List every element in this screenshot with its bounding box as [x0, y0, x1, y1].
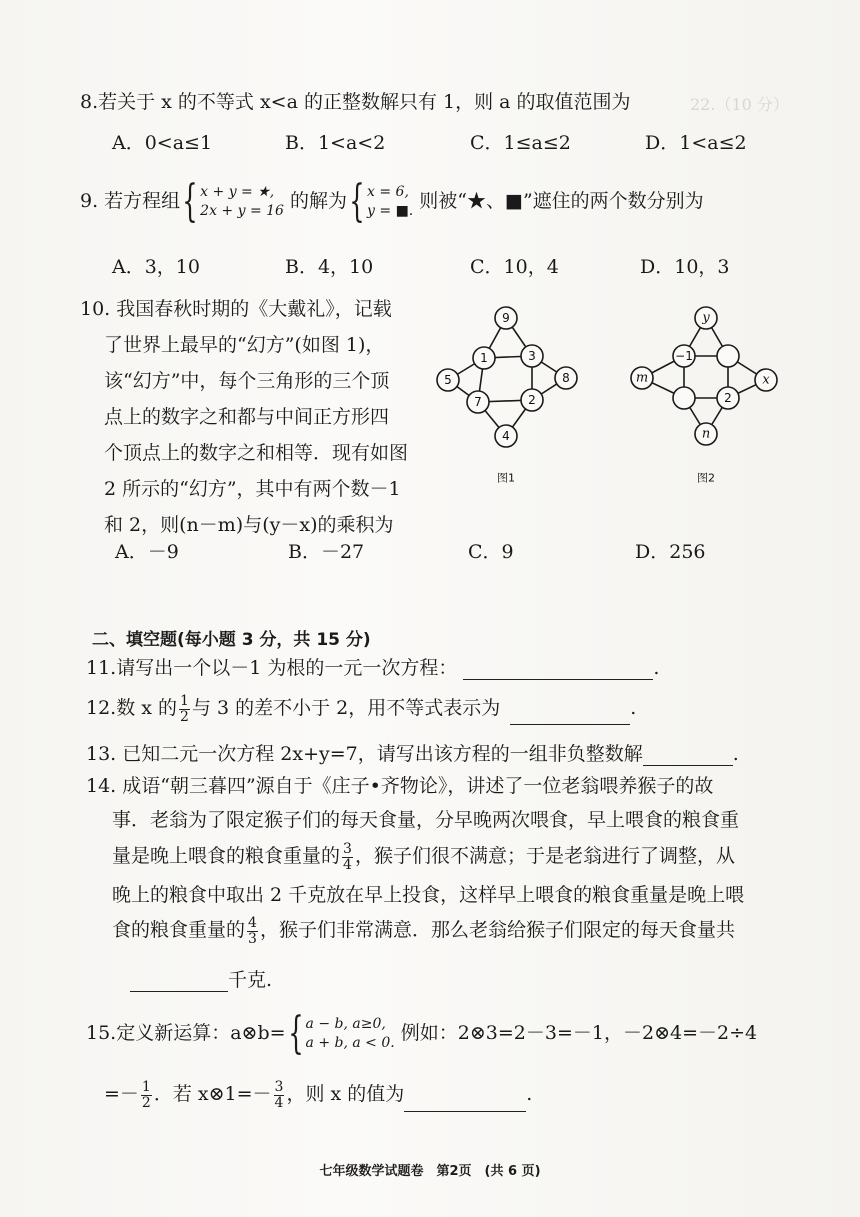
fig2-label-bottom: n [701, 426, 711, 442]
q15-l2c: ，则 x 的值为 [286, 1083, 405, 1105]
q14-line-6 [130, 968, 272, 992]
q9-option-b: B．4，10 [285, 256, 374, 278]
q12-fraction: $\frac{1}{2}$ [180, 692, 189, 725]
section-title: 二、填空题(每小题 3 分，共 15 分) [92, 630, 371, 650]
page-footer: 七年级数学试题卷 第2页 (共 6 页) [319, 1164, 541, 1179]
q14-fraction-3-4: $\frac{3}{4}$ [343, 840, 352, 873]
q15-line-2 [104, 1076, 532, 1112]
q11-text: 11.请写出一个以－1 为根的一元一次方程： [86, 657, 458, 679]
q8-option-c: C．1≤a≤2 [470, 132, 571, 154]
q14-line-3a: 量是晚上喂食的粮食重量的 [112, 845, 341, 867]
q9-option-c: C．10，4 [470, 256, 559, 278]
q14-line-3 [112, 838, 735, 874]
q14-fraction-4-3: $\frac{4}{3}$ [248, 914, 257, 947]
q12-end: . [630, 697, 637, 719]
q10-line-3: 该“幻方”中，每个三角形的三个顶 [104, 370, 390, 392]
q9-option-d: D．10，3 [640, 256, 730, 278]
q15-pre: 15.定义新运算：a⊗b= [86, 1022, 286, 1044]
q15-cases [306, 1015, 395, 1053]
fig1-label-tl: 1 [480, 351, 488, 365]
q11-end: . [653, 657, 660, 679]
q12-pre: 12.数 x 的 [86, 697, 178, 719]
q13-end: . [732, 743, 739, 765]
q13-text: 13. 已知二元一次方程 2x+y=7，请写出该方程的一组非负整数解 [86, 743, 643, 765]
q14-answer-blank[interactable] [130, 973, 228, 992]
q9-sol1: x = 6, [367, 184, 409, 200]
q15-case-2: a + b, a < 0. [305, 1035, 395, 1051]
q10-option-c: C．9 [468, 541, 514, 563]
fig1-label-bl: 7 [474, 395, 482, 409]
q9-suffix: 则被“★、■”遮住的两个数分别为 [419, 190, 704, 212]
q13-answer-blank[interactable] [643, 747, 733, 766]
q15-answer-blank[interactable] [404, 1093, 526, 1112]
q15-end: . [526, 1083, 533, 1105]
q9-sol2: y = ■. [367, 203, 414, 219]
q10-line-4: 点上的数字之和都与中间正方形四 [104, 406, 390, 428]
magic-square-figure-1 [428, 300, 588, 490]
q14-unit: 千克. [228, 969, 273, 991]
q12 [86, 693, 636, 723]
fig2-label-br: 2 [724, 391, 732, 405]
q8-option-a: A．0<a≤1 [112, 132, 213, 154]
q15-l2b: ．若 x⊗1=－ [153, 1083, 272, 1105]
q14-line-3b: ，猴子们很不满意；于是老翁进行了调整，从 [354, 845, 735, 867]
bleed-through-text: 22.（10 分） [690, 95, 789, 114]
fig1-label-tr: 3 [528, 349, 536, 363]
q9-eq1: x + y = ★, [200, 184, 275, 200]
q10-line-6: 2 所示的“幻方”，其中有两个数－1 [104, 478, 401, 500]
q10-line-5: 个顶点上的数字之和相等．现有如图 [104, 442, 409, 464]
q10-line-1: 10. 我国春秋时期的《大戴礼》，记载 [80, 298, 392, 320]
fig2-label-tl: −1 [675, 349, 693, 363]
fig1-label-top: 9 [502, 311, 510, 325]
q9-sol-brace: { [349, 176, 365, 227]
q8-option-b: B．1<a<2 [285, 132, 386, 154]
q10-line-7: 和 2，则(n－m)与(y－x)的乘积为 [104, 514, 394, 536]
q14-line-5b: ，猴子们非常满意．那么老翁给猴子们限定的每天食量共 [259, 919, 735, 941]
fig1-label-bottom: 4 [502, 429, 510, 443]
q15-fraction-1-2: $\frac{1}{2}$ [141, 1078, 151, 1111]
q11-answer-blank[interactable] [463, 661, 653, 680]
q13 [86, 742, 739, 766]
q9-solution [367, 183, 413, 221]
q15-example: 例如：2⊗3=2－3=－1，－2⊗4=－2÷4 [400, 1022, 758, 1044]
q14-line-5 [112, 912, 735, 948]
fig1-caption: 图1 [497, 471, 515, 485]
q8-stem: 8.若关于 x 的不等式 x<a 的正整数解只有 1，则 a 的取值范围为 [80, 91, 631, 113]
fig1-label-right: 8 [562, 371, 570, 385]
fig2-node-tr [717, 345, 739, 367]
fig2-label-top: y [702, 310, 710, 326]
q14-line-5a: 食的粮食重量的 [112, 919, 246, 941]
fig2-label-right: x [762, 372, 770, 388]
fig2-caption: 图2 [697, 471, 715, 485]
q15-l2a: =－ [104, 1083, 139, 1105]
q10-option-d: D．256 [635, 541, 706, 563]
q14-line-4: 晚上的粮食中取出 2 千克放在早上投食，这样早上喂食的粮食重量是晚上喂 [112, 884, 745, 906]
q8-option-d: D．1<a≤2 [645, 132, 747, 154]
q9-stem [80, 176, 704, 226]
q15-fraction-3-4: $\frac{3}{4}$ [274, 1078, 284, 1111]
fig1-label-br: 2 [528, 393, 536, 407]
q12-post: 与 3 的差不小于 2，用不等式表示为 [191, 697, 501, 719]
fig2-node-bl [673, 387, 695, 409]
q15-case-1: a − b, a≥0, [305, 1016, 386, 1032]
fig2-label-left: m [635, 370, 649, 386]
q15-brace: { [287, 1008, 304, 1059]
q14-line-2: 事．老翁为了限定猴子们的每天食量，分早晚两次喂食，早上喂食的粮食重 [112, 809, 740, 831]
q10-line-2: 了世界上最早的“幻方”(如图 1)， [104, 334, 385, 356]
q14-line-1: 14. 成语“朝三暮四”源自于《庄子•齐物论》，讲述了一位老翁喂养猴子的故 [86, 775, 714, 797]
q9-prefix: 9. 若方程组 [80, 190, 181, 212]
q9-left-brace: { [182, 176, 198, 227]
q10-option-b: B．－27 [288, 541, 365, 563]
q15-line-1 [86, 1008, 757, 1058]
fig1-label-left: 5 [444, 373, 452, 387]
q9-eq2: 2x + y = 16 [200, 203, 284, 219]
q9-mid: 的解为 [290, 190, 348, 212]
q11 [86, 656, 659, 680]
magic-square-figure-2 [620, 300, 780, 490]
q9-option-a: A．3，10 [112, 256, 200, 278]
q9-system [200, 183, 284, 221]
q12-answer-blank[interactable] [510, 706, 630, 725]
q10-option-a: A．－9 [115, 541, 179, 563]
